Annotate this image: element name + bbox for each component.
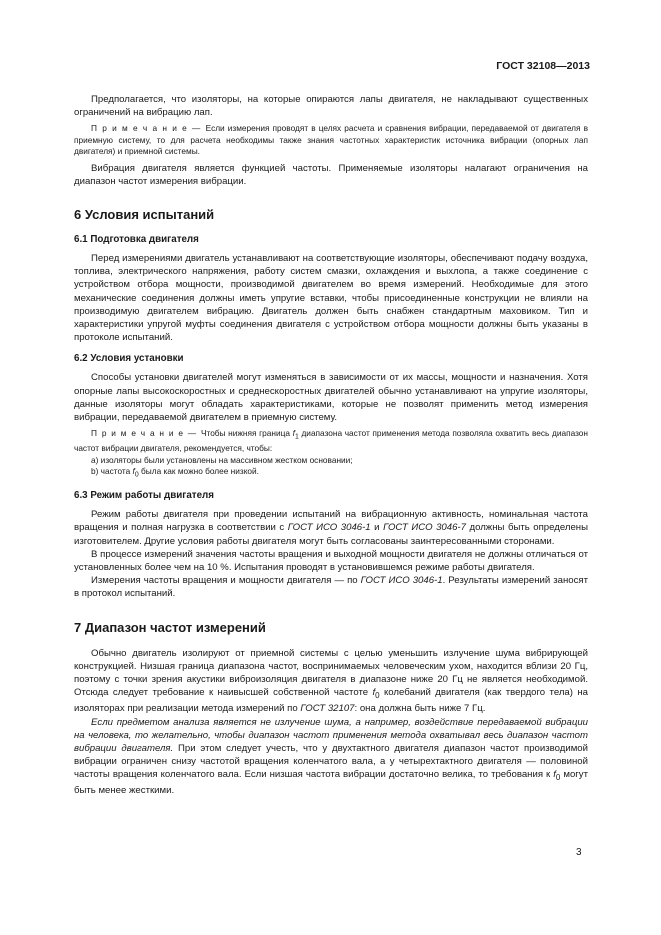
paragraph: Перед измерениями двигатель устанавливают на соответствующие изоляторы, обеспечивают подачу воздуха, топлива, электрического напряжения, работу систем смазки, охлаждения и выхлопа, а также соединение с устройством отбора мощности, производимой двигателем во время измерений. Необходимые для этого механические соединения должны иметь упругие вставки, чтобы присоединенные конструкции не влияли на производимую двигателем вибрацию. Двигатель должен быть снабжен стандартным маховиком. Тип и характеристики упругой муфты соединения двигателя с устройством отбора мощности должны быть указаны в протоколе испытаний. xyxy=(74,253,588,344)
list-item: b) частота $f_0$ была как можно более низкой. xyxy=(91,466,259,479)
document-header: ГОСТ 32108—2013 xyxy=(496,60,590,72)
standard-reference: ГОСТ 32107 xyxy=(300,703,355,715)
note-label: П р и м е ч а н и е — xyxy=(91,428,201,439)
paragraph: Обычно двигатель изолируют от приемной системы с целью уменьшить излучение шума вибрирующей конструкцией. Низшая граница диапазона частот, воспринимаемых человеческим ухом, находится вблизи 20 Гц, поэтому с точки зрения акустики виброизоляция двигателя в диапазоне ниже 20 Гц не является необходимой. Отсюда следует требование к наивысшей собственной частоте $f_0$ колебаний двигателя (как твердого тела) на изоляторах при реализации метода измерений по ГОСТ 32107: она должна быть ниже 7 Гц. xyxy=(74,647,588,715)
paragraph: Измерения частоты вращения и мощности двигателя — по ГОСТ ИСО 3046-1. Результаты измерений заносят в протокол испытаний. xyxy=(74,575,588,600)
subsection-heading: 6.1 Подготовка двигателя xyxy=(74,234,199,246)
subsection-heading: 6.3 Режим работы двигателя xyxy=(74,490,214,502)
note-label: П р и м е ч а н и е — xyxy=(91,123,206,134)
subsection-heading: 6.2 Условия установки xyxy=(74,353,184,365)
paragraph: Вибрация двигателя является функцией частоты. Применяемые изоляторы налагают ограничения на диапазон частот измерения вибрации. xyxy=(74,162,588,187)
list-item: a) изоляторы были установлены на массивном жестком основании; xyxy=(91,454,353,465)
note xyxy=(74,123,588,157)
paragraph: Если предметом анализа является не излучение шума, а например, воздействие передаваемой вибрации на человека, то желательно, чтобы диапазон частот применения метода охватывал весь диапазон частот вибрации двигателя. При этом следует учесть, что у двухтактного двигателя диапазон частот производимой вибрации ограничен снизу частотой вращения коленчатого вала, а у четырехтактного двигателя — половиной частоты вращения коленчатого вала. Если низшая частота вибрации достаточно велика, то требования к $f_0$ могут быть менее жесткими. xyxy=(74,716,589,797)
note-text: Если измерения проводят в целях расчета и сравнения вибрации, передаваемой от двигателя в приемную систему, то для расчета необходимы также знания частотных характеристик источника вибрации (опорных лап двигателя) и приемной системы. xyxy=(74,123,588,157)
page-number: 3 xyxy=(576,847,582,858)
note: П р и м е ч а н и е — Чтобы нижняя граница $f_1$ диапазона частот применения метода позволяла охватить весь диапазон частот вибрации двигателя, рекомендуется, чтобы: xyxy=(74,428,589,454)
section-heading: 7 Диапазон частот измерений xyxy=(74,619,266,635)
page-content xyxy=(74,93,588,798)
paragraph: В процессе измерений значения частоты вращения и выходной мощности двигателя не должны отличаться от установленных более чем на 10 %. Испытания проводят в установившемся режиме работы двигателя. xyxy=(74,548,588,574)
paragraph: Способы установки двигателей могут изменяться в зависимости от их массы, мощности и назначения. Хотя опорные лапы высокоскоростных и среднескоростных двигателей обычно устанавливают на упругие изоляторы, данные изоляторы могут обладать характеристиками, которые не позволят применить метод измерения вибрации, передаваемой двигателем в приемную систему. xyxy=(74,372,588,424)
section-heading: 6 Условия испытаний xyxy=(74,207,215,223)
paragraph: Режим работы двигателя при проведении испытаний на вибрационную активность, номинальная частота вращения и полная нагрузка в соответствии с ГОСТ ИСО 3046-1 и ГОСТ ИСО 3046-7 должны быть определены изготовителем. Другие условия работы двигателя могут быть согласованы заинтересованными сторонами. xyxy=(74,509,588,547)
standard-reference: ГОСТ ИСО 3046-1 xyxy=(287,522,371,534)
paragraph: Предполагается, что изоляторы, на которые опираются лапы двигателя, не накладывают существенных ограничений на вибрацию лап. xyxy=(74,94,588,119)
standard-reference: ГОСТ ИСО 3046-7 xyxy=(383,522,466,534)
standard-reference: ГОСТ ИСО 3046-1 xyxy=(360,575,443,587)
